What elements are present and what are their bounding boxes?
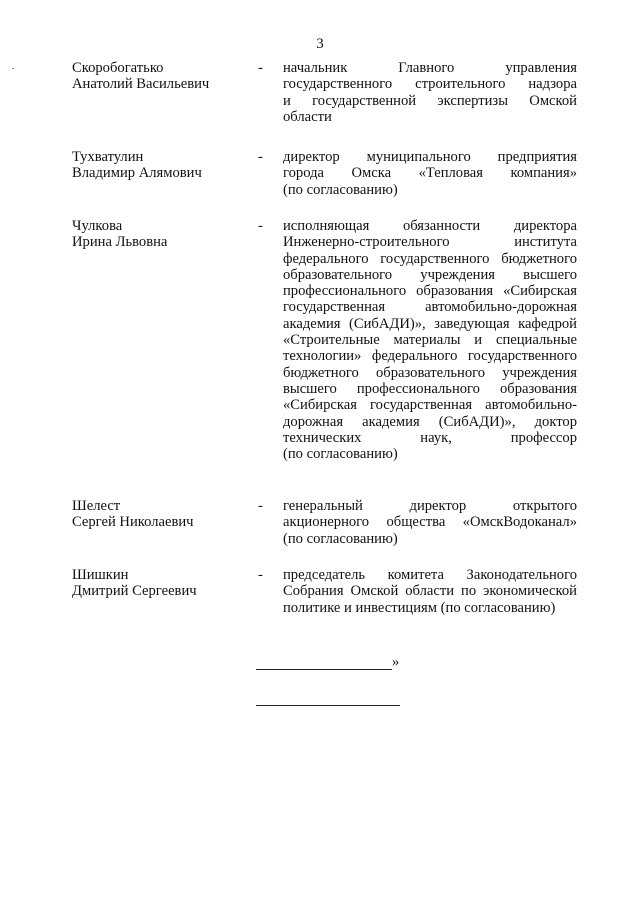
position-line: исполняющая обязанности директора — [283, 218, 577, 234]
member-position — [283, 149, 577, 198]
member-given-names: Дмитрий Сергеевич — [72, 583, 197, 600]
position-line: федерального государственного бюджетного — [283, 250, 577, 267]
position-line: «Сибирская государственная автомобильно- — [283, 397, 577, 414]
position-line: акционерного общества «ОмскВодоканал» — [283, 514, 577, 531]
position-line: государственного строительного надзора — [283, 76, 577, 93]
page-number: 3 — [316, 36, 324, 52]
member-given-names: Владимир Алямович — [72, 165, 202, 182]
member-surname: Тухватулин — [72, 149, 144, 165]
member-surname: Чулкова — [72, 218, 123, 234]
position-line: города Омска «Тепловая компания» — [283, 165, 577, 182]
position-line: технологии» федерального государственного — [283, 348, 577, 365]
position-line: технических наук, профессор — [283, 429, 577, 446]
position-line: государственная автомобильно-дорожная — [283, 299, 577, 316]
position-line: области — [283, 108, 332, 125]
member-given-names: Анатолий Васильевич — [72, 76, 210, 93]
position-line: начальник Главного управления — [283, 60, 577, 76]
member-given-names: Ирина Львовна — [72, 234, 168, 251]
position-line: академия (СибАДИ)», заведующая кафедрой — [283, 315, 577, 332]
member-position — [283, 60, 577, 125]
closing-quote-mark: » — [392, 654, 400, 670]
separator-dash: - — [258, 498, 263, 514]
separator-dash: - — [258, 218, 263, 234]
position-line: образовательного учреждения высшего — [283, 266, 577, 283]
position-line: (по согласованию) — [283, 530, 398, 547]
position-line: директор муниципального предприятия — [283, 149, 577, 165]
position-line: высшего профессионального образования — [283, 380, 577, 397]
position-line: Собрания Омской области по экономической — [283, 583, 577, 600]
member-name — [72, 60, 247, 93]
position-line: генеральный директор открытого — [283, 498, 577, 514]
position-line: бюджетного образовательного учреждения — [283, 364, 577, 381]
position-line: дорожная академия (СибАДИ)», доктор — [283, 413, 577, 430]
separator-dash: - — [258, 149, 263, 165]
member-name — [72, 149, 247, 182]
separator-dash: - — [258, 567, 263, 583]
closing-underline — [256, 658, 392, 670]
member-surname: Скоробогатько — [72, 60, 164, 76]
member-name — [72, 567, 247, 600]
member-position — [283, 218, 577, 462]
position-line: политике и инвестициям (по согласованию) — [283, 599, 556, 616]
member-name — [72, 218, 247, 251]
member-surname: Шишкин — [72, 567, 129, 583]
end-of-document-line — [256, 705, 400, 706]
position-line: «Строительные материалы и специальные — [283, 332, 577, 349]
position-line: председатель комитета Законодательного — [283, 567, 577, 583]
position-line: и государственной экспертизы Омской — [283, 92, 577, 109]
margin-mark — [12, 68, 14, 69]
position-line: Инженерно-строительного института — [283, 234, 577, 251]
member-given-names: Сергей Николаевич — [72, 514, 194, 531]
position-line: профессионального образования «Сибирская — [283, 283, 577, 300]
position-line: (по согласованию) — [283, 446, 398, 463]
member-position — [283, 498, 577, 547]
member-surname: Шелест — [72, 498, 121, 514]
position-line: (по согласованию) — [283, 181, 398, 198]
member-position — [283, 567, 577, 616]
separator-dash: - — [258, 60, 263, 76]
member-name — [72, 498, 247, 531]
